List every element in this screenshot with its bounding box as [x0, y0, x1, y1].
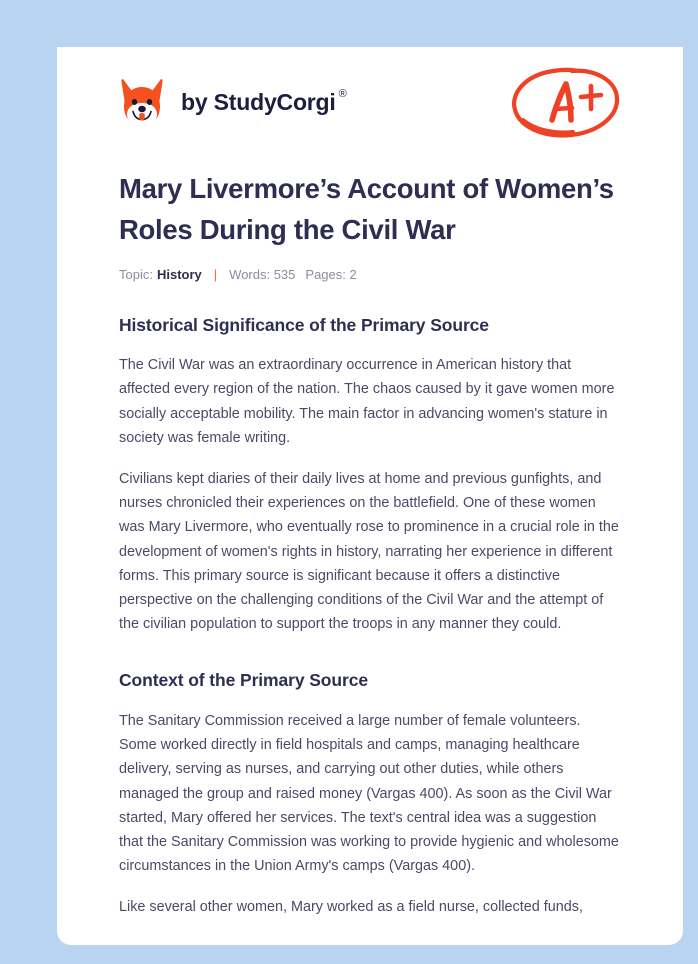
- corgi-logo-icon: [119, 77, 165, 129]
- page-title: Mary Livermore’s Account of Women’s Roles During the Civil War: [119, 173, 614, 246]
- meta-topic-label: Topic:: [119, 266, 153, 282]
- paragraph: Like several other women, Mary worked as a field nurse, collected funds,: [119, 899, 583, 916]
- document-meta: [119, 268, 621, 281]
- brand-wordmark: [181, 88, 347, 115]
- registered-trademark-icon: ®: [338, 88, 347, 100]
- document-page-card: [57, 47, 683, 945]
- brand-name-label: StudyCorgi: [213, 89, 336, 115]
- paragraph: Civilians kept diaries of their daily lives at home and previous gunfights, and nurses chronicled their experiences on the battlefield. One of these women was Mary Livermore, who eventually rose to prominence in a crucial role in the development of women's rights in history, narrating her experience in different forms. This primary source is significant because it offers a distinctive perspective on the challenging conditions of the Civil War and the attempt of the civilian population to support the troops in any manner they could.: [119, 471, 619, 633]
- paragraph: The Civil War was an extraordinary occurrence in American history that affected every region of the nation. The chaos caused by it gave women more socially acceptable mobility. The main factor in advancing women's stature in society was female writing.: [119, 357, 615, 446]
- section-heading-historical-significance: Historical Significance of the Primary Source: [119, 314, 489, 335]
- document-content: [57, 47, 683, 920]
- meta-page-count: Pages: 2: [305, 266, 357, 282]
- studycorgi-brand[interactable]: [119, 77, 347, 129]
- paragraph: The Sanitary Commission received a large number of female volunteers. Some worked directly in field hospitals and camps, managing healthcare delivery, serving as nurses, and carrying out other duties, while others managed the group and raised money (Vargas 400). As soon as the Civil War started, Mary offered her services. The text's central idea was a suggestion that the Sanitary Commission was working to provide hygienic and wholesome circumstances in the Union Army's camps (Vargas 400).: [119, 713, 619, 875]
- meta-topic-value[interactable]: History: [156, 266, 202, 282]
- brand-by-label: by: [181, 89, 208, 115]
- section-heading-context: Context of the Primary Source: [119, 670, 368, 691]
- a-plus-grade-badge-icon: [509, 64, 621, 142]
- meta-word-count: Words: 535: [229, 266, 296, 282]
- meta-separator: |: [213, 266, 218, 282]
- document-header: [119, 47, 621, 152]
